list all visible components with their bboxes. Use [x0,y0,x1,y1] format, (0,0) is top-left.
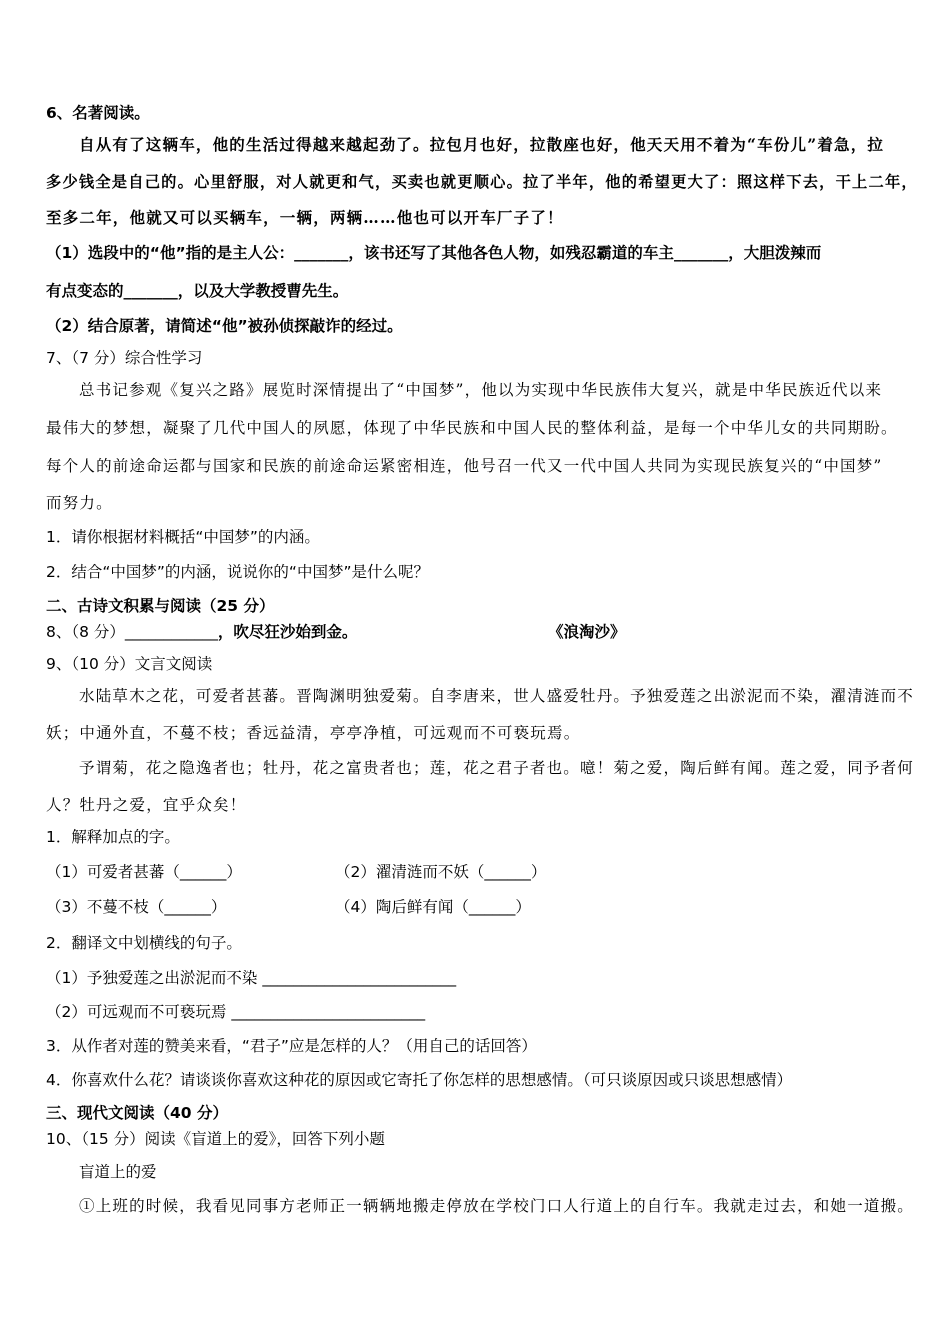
q9-item2-sub1-blank[interactable]: _________________________ [262,969,457,987]
q6-sub1-text-a: （1）选段中的“他”指的是主人公： [46,244,295,262]
q8-line [46,621,357,643]
q6-para-line1: 自从有了这辆车，他的生活过得越来越起劲了。拉包月也好，拉散座也好，他天天用不着为“车份儿”着急，拉 [79,135,885,154]
section3-title: 三、现代文阅读（40 分） [46,1104,228,1122]
q9-item1: 1．解释加点的字。 [46,828,180,846]
q6-sub1-line2-text-b: ，以及大学教授曹先生。 [177,282,349,300]
q7-item1: 1．请你根据材料概括“中国梦”的内涵。 [46,528,320,546]
q9-para1-line1: 水陆草木之花，可爱者甚蕃。晋陶渊明独爱菊。自李唐来，世人盛爱牡丹。予独爱莲之出淤泥而不染，濯清涟而不 [79,687,915,705]
q7-item2: 2．结合“中国梦”的内涵，说说你的“中国梦”是什么呢？ [46,563,429,581]
q9-para2-line2: 人？牡丹之爱，宜乎众矣！ [46,796,247,814]
q6-sub1-line1 [46,242,821,264]
q8-blank[interactable]: ____________ [124,623,218,641]
q9-item1-sub2: （2）濯清涟而不妖（______） [335,863,547,881]
q9-item2-sub2-blank[interactable]: _________________________ [231,1003,426,1021]
q6-sub1-blank2[interactable]: _______ [673,244,729,262]
q6-sub1-text-c: ，大胆泼辣而 [728,244,822,262]
q9-item1-sub3: （3）不蔓不枝（______） [46,898,227,916]
q6-para-line2: 多少钱全是自己的。心里舒服，对人就更和气，买卖也就更顺心。拉了半年，他的希望更大了：照这样下去，干上二年， [46,173,918,191]
q8-prefix: 8、（8 分） [46,623,125,641]
q8-text: ，吹尽狂沙始到金。 [217,623,358,641]
q6-sub1-blank1[interactable]: _______ [294,244,349,262]
q8-source: 《浪淘沙》 [548,623,626,641]
q9-item4: 4．你喜欢什么花？请谈谈你喜欢这种花的原因或它寄托了你怎样的思想感情。（可只谈原因或只谈思想感情） [46,1071,793,1089]
q9-para2-line1: 予谓菊，花之隐逸者也；牡丹，花之富贵者也；莲，花之君子者也。噫！菊之爱，陶后鲜有闻。莲之爱，同予者何 [79,759,915,777]
q9-title: 9、（10 分）文言文阅读 [46,655,213,673]
q6-para-line3: 至多二年，他就又可以买辆车，一辆，两辆……他也可以开车厂子了！ [46,208,564,227]
q10-para1: ①上班的时候，我看见同事方老师正一辆辆地搬走停放在学校门口人行道上的自行车。我就走过去，和她一道搬。 [79,1197,915,1215]
q9-item2-sub2: （2）可远观而不可亵玩焉 [46,1003,227,1021]
q7-para-line1: 总书记参观《复兴之路》展览时深情提出了“中国梦”，他以为实现中华民族伟大复兴，就是中华民族近代以来 [79,381,883,399]
q10-essay-title: 盲道上的爱 [79,1163,157,1181]
q7-para-line3: 每个人的前途命运都与国家和民族的前途命运紧密相连，他号召一代又一代中国人共同为实现民族复兴的“中国梦” [46,457,883,475]
q9-item3: 3．从作者对莲的赞美来看，“君子”应是怎样的人？（用自己的话回答） [46,1037,537,1055]
q6-sub1-line2 [46,280,348,302]
q9-item2-sub1-line [46,967,456,989]
q7-para-line4: 而努力。 [46,494,113,512]
q6-sub2: （2）结合原著，请简述“他”被孙侦探敲诈的经过。 [46,317,403,335]
q6-sub1-blank3[interactable]: _______ [123,282,178,300]
q10-title: 10、（15 分）阅读《盲道上的爱》，回答下列小题 [46,1130,385,1148]
q7-para-line2: 最伟大的梦想，凝聚了几代中国人的夙愿，体现了中华民族和中国人民的整体利益，是每一个中华儿女的共同期盼。 [46,419,898,437]
q6-title: 6、名著阅读。 [46,104,150,122]
q6-sub1-line2-text-a: 有点变态的 [46,282,124,300]
q9-item2-sub1: （1）予独爱莲之出淤泥而不染 [46,969,258,987]
q9-para1-line2: 妖；中通外直，不蔓不枝；香远益清，亭亭净植，可远观而不可亵玩焉。 [46,724,581,742]
q7-title: 7、（7 分）综合性学习 [46,349,203,367]
q6-sub1-text-b: ，该书还写了其他各色人物，如残忍霸道的车主 [348,244,674,262]
q9-item2-sub2-line [46,1001,425,1023]
q9-item2: 2．翻译文中划横线的句子。 [46,934,242,952]
q9-item1-sub4: （4）陶后鲜有闻（______） [335,898,531,916]
q9-item1-sub1: （1）可爱者甚蕃（______） [46,863,242,881]
section2-title: 二、古诗文积累与阅读（25 分） [46,597,275,615]
